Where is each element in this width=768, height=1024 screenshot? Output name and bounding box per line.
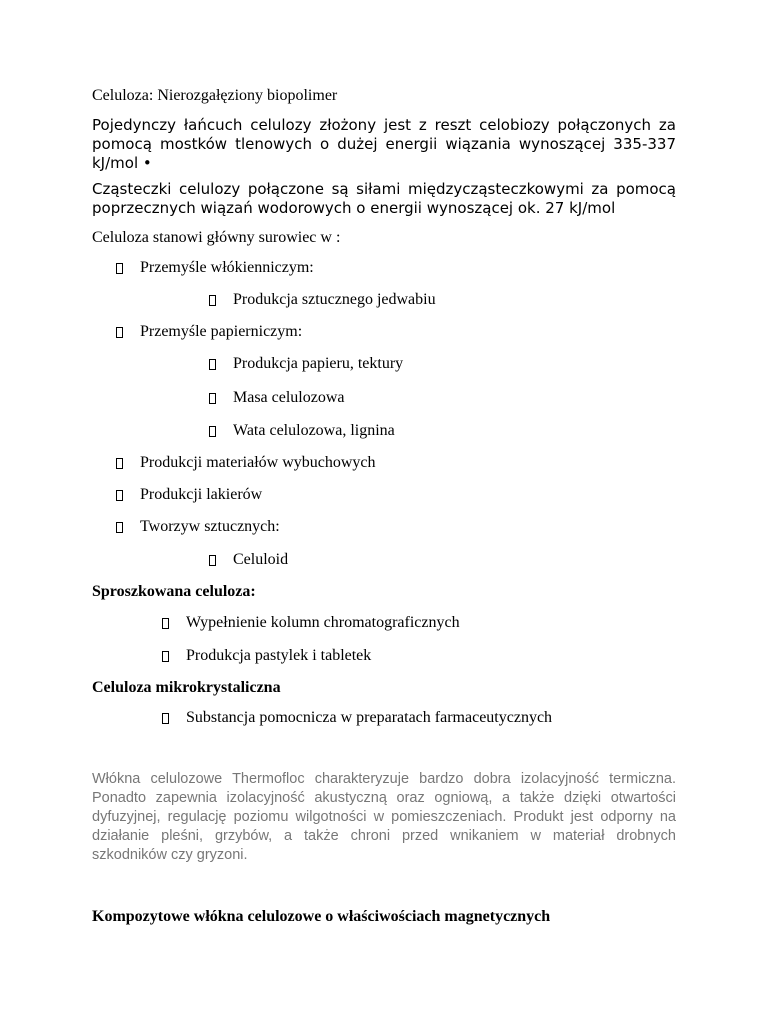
paragraph-thermofloc: Włókna celulozowe Thermofloc charakteryzuje bardzo dobra izolacyjność termiczna. Ponadto zapewnia izolacyjność akustyczną oraz ogniową, a także dzięki otwartości dyfuzyjnej, regulację poziomu wilgotności w pomieszczeniach. Produkt jest odporny na działanie pleśni, grzybów, a także chroni przed wnikaniem w materiał drobnych szkodników czy gryzoni.: [92, 771, 676, 863]
list-item-label: Masa celulozowa: [233, 389, 345, 406]
bullet-icon: [116, 490, 123, 501]
list-item-label: Produkcja sztucznego jedwabiu: [233, 291, 436, 308]
list-item: [209, 551, 288, 569]
list-item-label: Tworzyw sztucznych:: [140, 518, 280, 535]
heading-magnetic-fibers: Kompozytowe włókna celulozowe o właściwościach magnetycznych: [92, 908, 551, 925]
list-item-label: Wypełnienie kolumn chromatograficznych: [186, 614, 460, 631]
list-item-label: Produkcja papieru, tektury: [233, 355, 404, 372]
list-item: [162, 647, 371, 665]
list-item: [209, 422, 395, 440]
bullet-icon: [209, 555, 216, 566]
list-item: [116, 259, 314, 277]
list-item-label: Przemyśle włókienniczym:: [140, 259, 314, 276]
list-item-label: Celuloid: [233, 551, 289, 568]
paragraph-chain: Pojedynczy łańcuch celulozy złożony jest z reszt celobiozy połączonych za pomocą mostków tlenowych o dużej energii wiązania wynoszącej 335-337 kJ/mol •: [92, 116, 676, 172]
bullet-icon: [162, 618, 169, 629]
list-item: [162, 709, 552, 727]
heading-powdered-cellulose: Sproszkowana celuloza:: [92, 583, 256, 600]
bullet-icon: [209, 426, 216, 437]
bullet-icon: [116, 522, 123, 533]
bullet-icon: [162, 713, 169, 724]
list-item: [209, 355, 403, 373]
list-item: [116, 486, 262, 504]
list-item-label: Przemyśle papierniczym:: [140, 323, 303, 340]
bullet-icon: [116, 327, 123, 338]
list-item-label: Wata celulozowa, lignina: [233, 422, 395, 439]
bullet-icon: [162, 651, 169, 662]
heading-raw-material: Celuloza stanowi główny surowiec w :: [92, 229, 341, 246]
heading-microcrystalline: Celuloza mikrokrystaliczna: [92, 679, 281, 696]
list-item: [116, 454, 376, 472]
list-item-label: Produkcja pastylek i tabletek: [186, 647, 372, 664]
list-item-label: Produkcji lakierów: [140, 486, 263, 503]
bullet-icon: [116, 458, 123, 469]
list-item: [116, 518, 280, 536]
bullet-icon: [209, 359, 216, 370]
list-item-label: Substancja pomocnicza w preparatach farmaceutycznych: [186, 709, 553, 726]
paragraph-molecules: Cząsteczki celulozy połączone są siłami międzycząsteczkowymi za pomocą poprzecznych wiązań wodorowych o energii wynoszącej ok. 27 kJ/mol: [92, 180, 676, 217]
bullet-icon: [209, 295, 216, 306]
list-item: [162, 614, 460, 632]
list-item: [209, 291, 436, 309]
list-item: [209, 389, 345, 407]
bullet-icon: [116, 263, 123, 274]
list-item-label: Produkcji materiałów wybuchowych: [140, 454, 376, 471]
heading-cellulose: Celuloza: Nierozgałęziony biopolimer: [92, 87, 338, 104]
bullet-icon: [209, 393, 216, 404]
list-item: [116, 323, 302, 341]
